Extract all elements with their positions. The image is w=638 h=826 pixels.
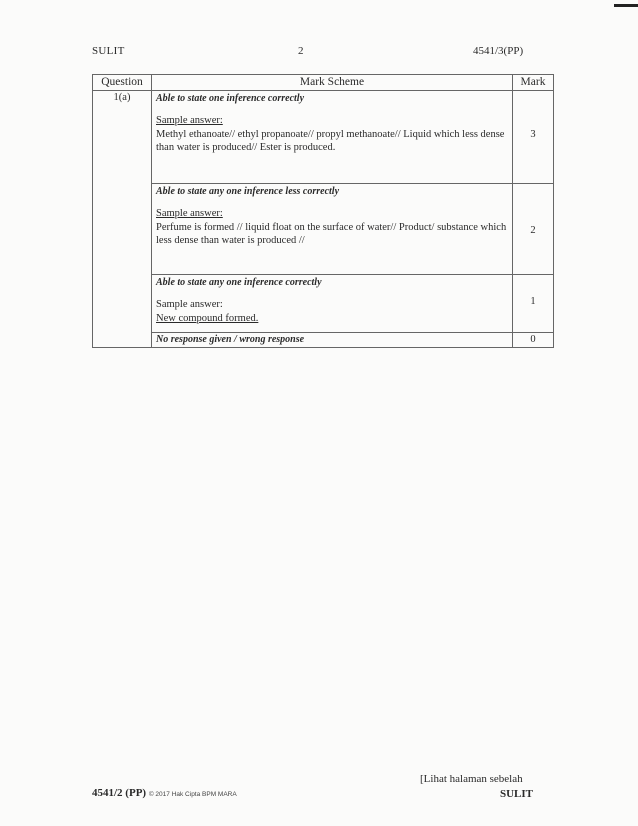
sample-answer-text: New compound formed. [156,312,259,324]
footer-paper-info [92,787,237,799]
column-header-mark-scheme: Mark Scheme [152,75,513,91]
scan-edge-mark [614,4,638,7]
sample-answer-text: Methyl ethanoate// ethyl propanoate// propyl methanoate// Liquid which less dense than water is produced// Ester is produced. [156,128,505,154]
footer-paper-code: 4541/2 (PP) [92,787,147,799]
scheme-cell [152,274,513,332]
scheme-cell [152,90,513,183]
mark-scheme-table [92,74,554,348]
mark-cell [513,90,554,183]
question-number-cell [93,90,152,347]
mark-value: 0 [530,333,536,345]
sample-answer-label: Sample answer: [156,298,223,310]
mark-cell [513,274,554,332]
table-header-row [93,75,554,91]
mark-cell [513,183,554,274]
footer-next-page-note: [Lihat halaman sebelah [420,773,523,785]
criterion-text: Able to state one inference correctly [156,92,305,104]
mark-value: 1 [530,295,536,307]
header-page-number: 2 [298,45,304,57]
criterion-text: No response given / wrong response [156,333,305,345]
table-row [93,90,554,183]
scheme-cell [152,183,513,274]
question-number: 1(a) [113,91,131,103]
column-header-question: Question [93,75,152,91]
scheme-cell [152,332,513,347]
mark-value: 3 [530,128,536,140]
footer-copyright: © 2017 Hak Cipta BPM MARA [148,791,237,798]
mark-value: 2 [530,224,536,236]
table-row [93,274,554,332]
sample-answer-label: Sample answer: [156,207,223,219]
sample-answer-text: Perfume is formed // liquid float on the surface of water// Product/ substance which less dense than water is produced // [156,221,507,247]
criterion-text: Able to state any one inference correctly [156,276,322,288]
table-row [93,332,554,347]
table-row [93,183,554,274]
column-header-mark: Mark [513,75,554,91]
footer-classification: SULIT [500,788,534,800]
header-paper-code: 4541/3(PP) [473,45,524,57]
mark-cell [513,332,554,347]
sample-answer-label: Sample answer: [156,114,223,126]
criterion-text: Able to state any one inference less correctly [156,185,340,197]
header-classification: SULIT [92,45,125,57]
